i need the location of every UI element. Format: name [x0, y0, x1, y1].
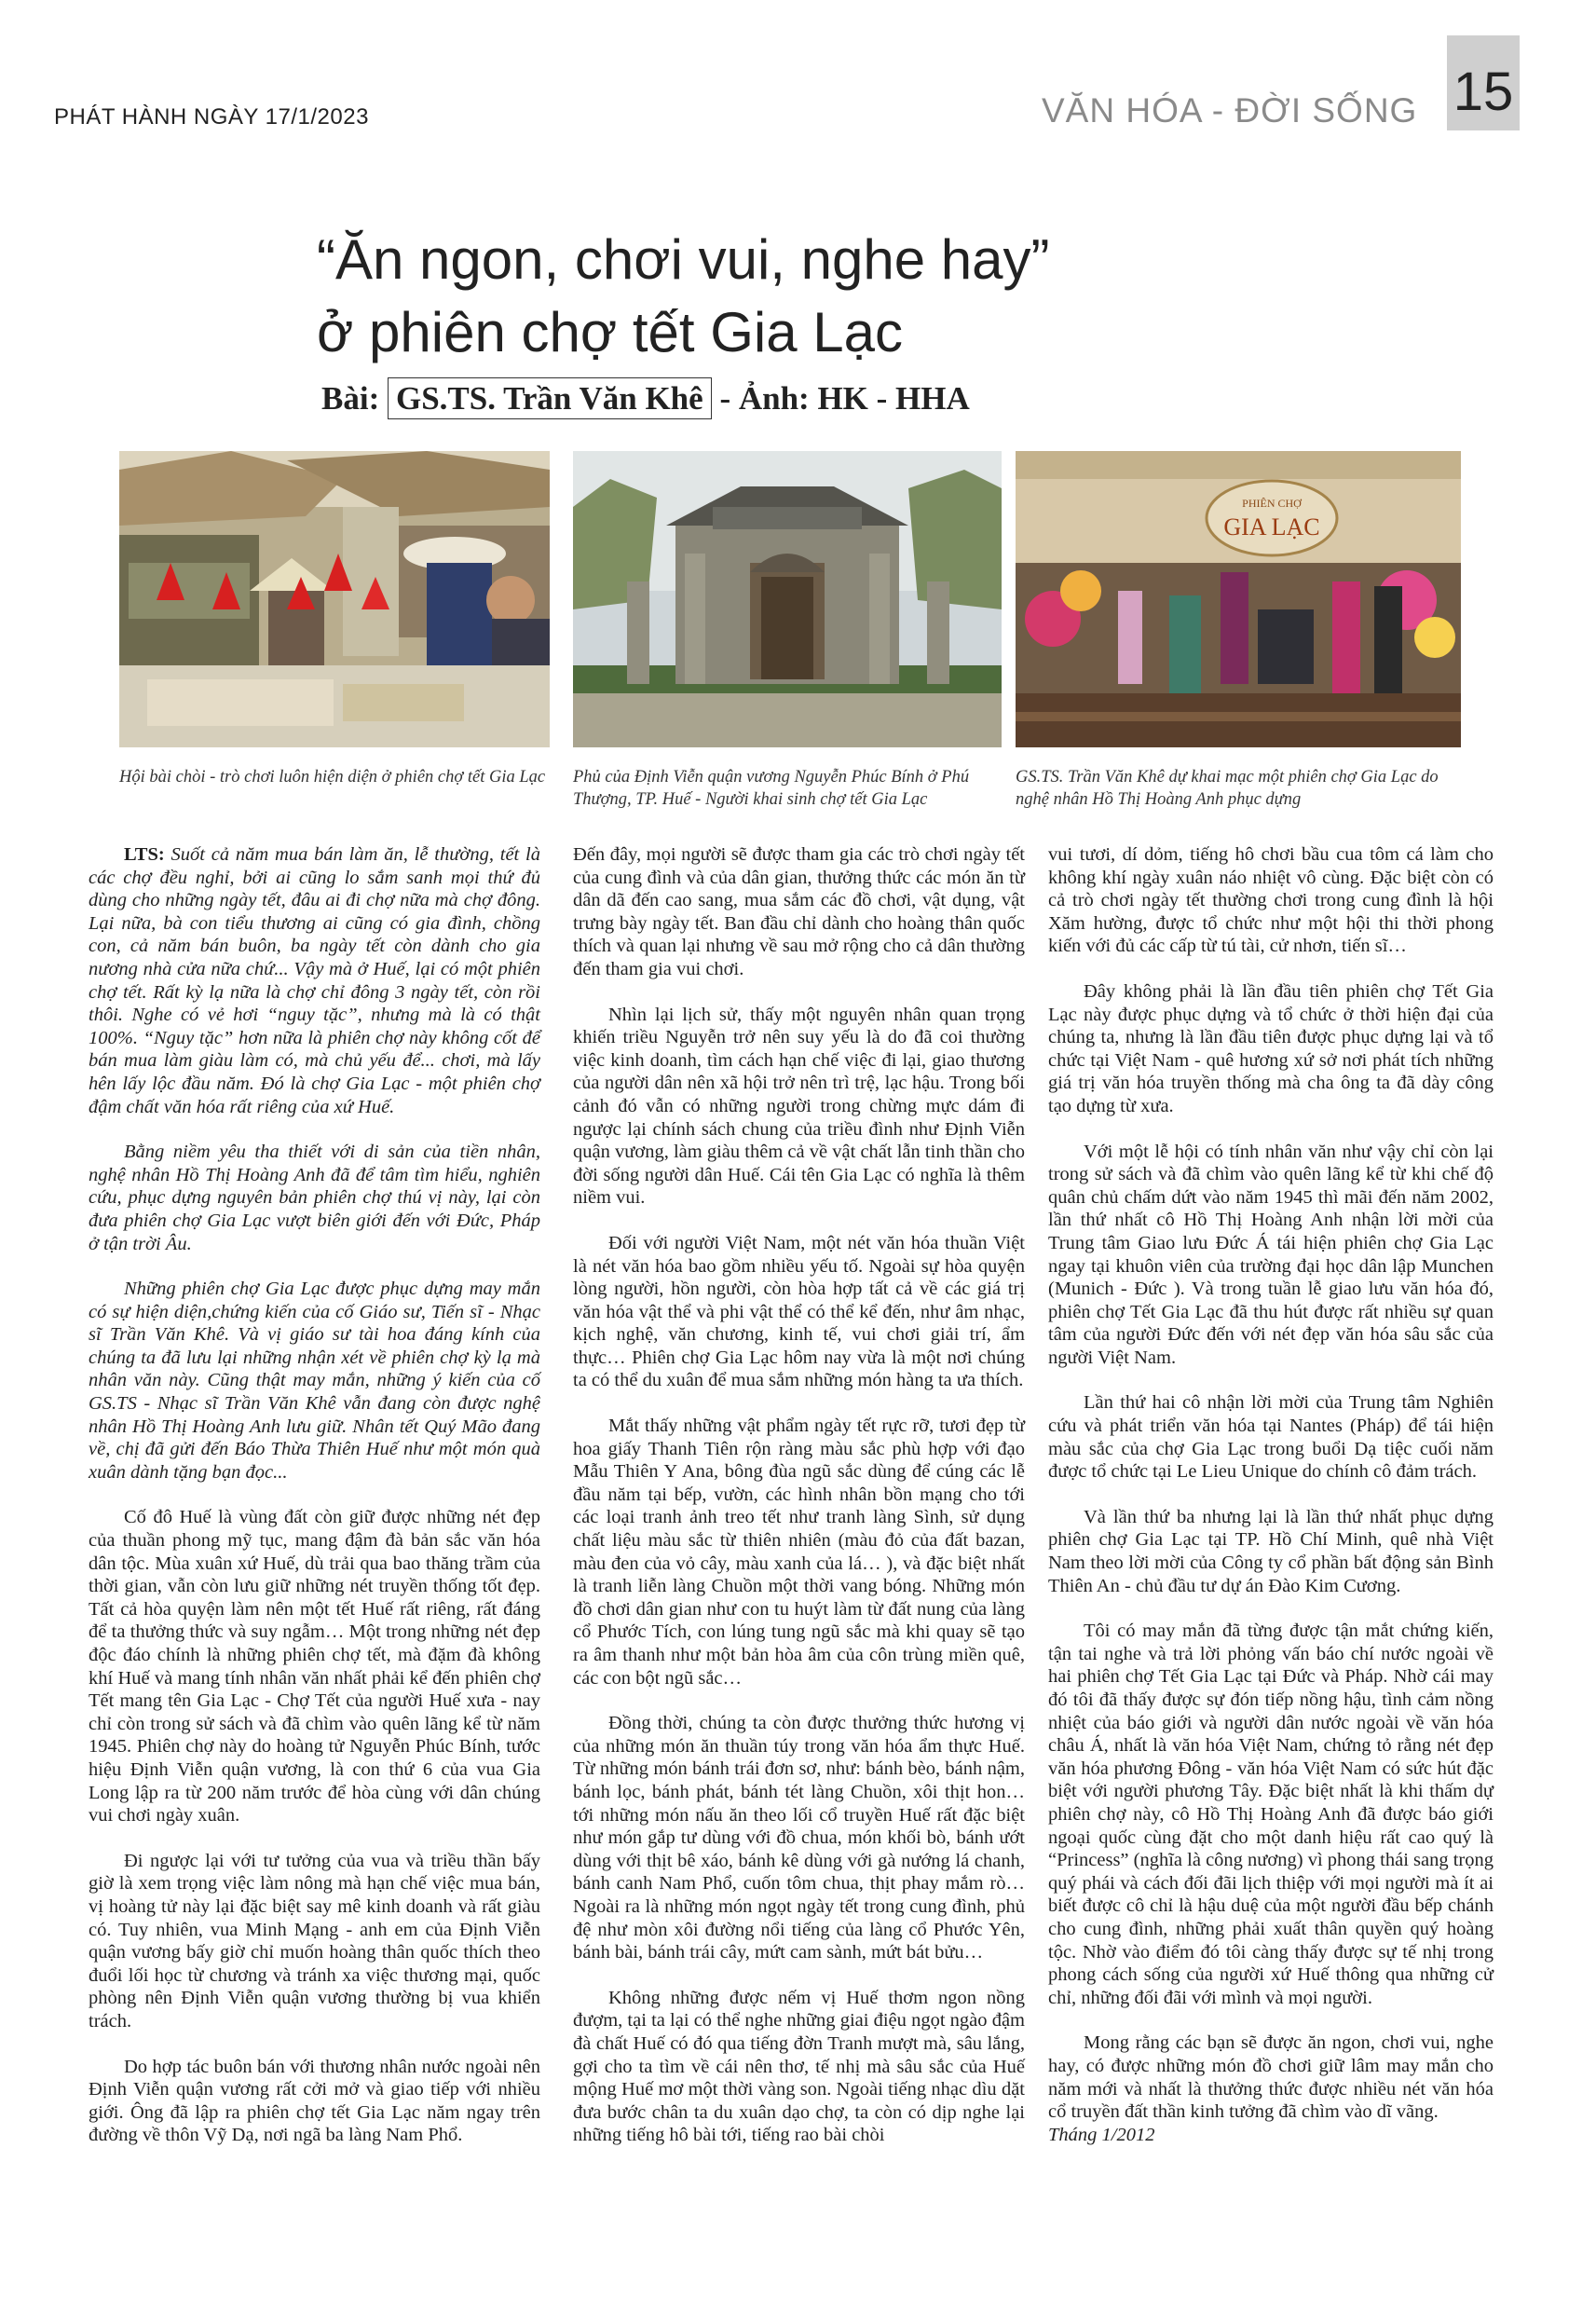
intro-paragraph: Bằng niềm yêu tha thiết với di sản của tiền nhân, nghệ nhân Hồ Thị Hoàng Anh đã để tâm tìm hiểu, nghiên cứu, phục dựng nguyên bản phiên chợ thú vị này, lại còn đưa phiên chợ Gia Lạc vượt biên giới đến với Đức, Pháp ở tận trời Âu.	[89, 1142, 540, 1254]
section-title: VĂN HÓA - ĐỜI SỐNG	[1042, 91, 1418, 130]
title-line-1: “Ăn ngon, chơi vui, nghe hay”	[317, 228, 1050, 291]
body-paragraph: vui tươi, dí dỏm, tiếng hô chơi bầu cua tôm cá làm cho không khí ngày xuân náo nhiệt vô cùng. Đặc biệt còn có cả trò chơi ngày tết thường chơi trong cung đình là hội Xăm hường, được tổ chức như một hội thi thời phong kiến với đủ các cấp từ tú tài, cử nhơn, tiến sĩ…	[1048, 844, 1494, 957]
body-paragraph: Mong rằng các bạn sẽ được ăn ngon, chơi vui, nghe hay, có được những món đồ chơi giữ lâm may mắn cho năm mới và nhất là thưởng thức được nhiều nét văn hóa cổ truyền đất thần kinh tưởng đã chìm vào dĩ vãng.	[1048, 2032, 1494, 2123]
body-paragraph: Với một lễ hội có tính nhân văn như vậy chỉ còn lại trong sử sách và đã chìm vào quên lãng kể từ khi chế độ quân chủ chấm dứt vào năm 1945 thì mãi đến năm 2002, lần thứ nhất cô Hồ Thị Hoàng Anh nhận lời mời của Trung tâm Giao lưu Đức Á tái hiện phiên chợ Gia Lạc ngay tại khuôn viên của trường đại học dân lập Munchen (Munich - Đức ). Và trong tuần lễ giao lưu văn hóa đó, phiên chợ Tết Gia Lạc đã thu hút được rất nhiều sự quan tâm của người Đức đến với nét đẹp văn hóa sâu sắc của người Việt Nam.	[1048, 1141, 1494, 1368]
article-column-2	[573, 843, 1025, 2169]
byline-suffix: - Ảnh: HK - HHA	[711, 380, 970, 417]
banner-small-text: PHIÊN CHỢ	[1242, 497, 1302, 510]
editor-note-label: LTS:	[124, 844, 165, 865]
body-paragraph: Lần thứ hai cô nhận lời mời của Trung tâm Nghiên cứu và phát triển văn hóa tại Nantes (Pháp) để tái hiện màu sắc của chợ Gia Lạc trong buổi Dạ tiệc cuối năm được tổ chức tại Le Lieu Unique do chính cô đảm trách.	[1048, 1392, 1494, 1483]
body-paragraph: Mắt thấy những vật phẩm ngày tết rực rỡ, tươi đẹp từ hoa giấy Thanh Tiên rộn ràng màu sắc phù hợp với đạo Mẫu Thiên Y Ana, bông đùa ngũ sắc dùng để cúng các lễ đầu năm tại bếp, vườn, các hình nhân bồn mạng cho tới các loại tranh ảnh treo tết như tranh làng Sình, sử dụng chất liệu màu sắc từ thiên nhiên (màu đỏ của đất bazan, màu đen của vỏ cây, màu xanh của lá… ), và đặc biệt nhất là tranh liễn làng Chuồn một thời vang bóng. Những món đồ chơi dân gian như con tu huýt làm từ đất nung của làng cổ Phước Tích, con lúng tung ngũ sắc mà khi quay sẽ tạo ra âm thanh như một bản hòa âm của côn trùng miền quê, các con bột ngũ sắc…	[573, 1416, 1025, 1689]
body-paragraph: Cố đô Huế là vùng đất còn giữ được những nét đẹp của thuần phong mỹ tục, mang đậm đà bản sắc văn hóa dân tộc. Mùa xuân xứ Huế, dù trải qua bao thăng trầm của thời gian, vẫn còn lưu giữ những nét truyền thống tốt đẹp. Tất cả hòa quyện làm nên một tết Huế rất riêng, rất đáng để ta thưởng thức và suy ngẫm… Một trong những nét đẹp độc đáo chính là những phiên chợ tết, mà đặm đà không khí Huế và mang tính nhân văn nhất phải kể đến phiên chợ Tết mang tên Gia Lạc - Chợ Tết của người Huế xưa - nay chỉ còn trong sử sách và đã chìm vào quên lãng kể từ năm 1945. Phiên chợ này do hoàng tử Nguyễn Phúc Bính, tước hiệu Định Viễn quận vương, là con thứ 6 của vua Gia Long lập ra từ 200 năm trước để hòa cùng với dân chúng vui chơi ngày xuân.	[89, 1507, 540, 1826]
title-line-2: ở phiên chợ tết Gia Lạc	[317, 301, 904, 363]
photo1-caption: Hội bài chòi - trò chơi luôn hiện diện ở phiên chợ tết Gia Lạc	[119, 768, 546, 787]
body-paragraph: Đối với người Việt Nam, một nét văn hóa thuần Việt là nét văn hóa bao gồm nhiều yếu tố. Ngoài sự hòa quyện lòng người, hồn người, còn hòa hợp tất cả về các giá trị văn hóa vật thể và phi vật thể có thể kể đến, như âm nhạc, kịch nghệ, văn chương, kinh tế, vui chơi giải trí, ẩm thực… Phiên chợ Gia Lạc hôm nay vừa là một nơi chúng ta có thể du xuân để mua sắm những món hàng ta ưa thích.	[573, 1232, 1025, 1391]
author-name: GS.TS. Trần Văn Khê	[388, 377, 712, 419]
byline	[321, 380, 970, 417]
banner-big-text: GIA LẠC	[1223, 513, 1320, 540]
issue-date: PHÁT HÀNH NGÀY 17/1/2023	[54, 104, 369, 130]
body-paragraph: Không những được nếm vị Huế thơm ngon nồng đượm, tại ta lại có thể nghe những giai điệu ngọt ngào đậm đà chất Huế có đó qua tiếng đờn Tranh mượt mà, sâu lắng, gợi cho ta tìm về cái nên thơ, tế nhị mà sâu sắc của Huế mộng Huế mơ một thời vàng son. Ngoài tiếng nhạc dìu dặt đưa bước chân ta du xuân dạo chợ, ta còn có dịp nghe lại những tiếng hô bài tới, tiếng rao bài chòi	[573, 1987, 1025, 2146]
intro-paragraph: Những phiên chợ Gia Lạc được phục dựng may mắn có sự hiện diện,chứng kiến của cố Giáo sư, Tiến sĩ - Nhạc sĩ Trần Văn Khê. Và vị giáo sư tài hoa đáng kính của chúng ta đã lưu lại những nhận xét về phiên chợ kỳ lạ mà nhân văn này. Cũng thật may mắn, những ý kiến của cố GS.TS - Nhạc sĩ Trần Văn Khê vẫn đang còn được nghệ nhân Hồ Thị Hoàng Anh lưu giữ. Nhân tết Quý Mão đang về, chị đã gửi đến Báo Thừa Thiên Huế như một món quà xuân dành tặng bạn đọc...	[89, 1279, 540, 1483]
body-paragraph: Đến đây, mọi người sẽ được tham gia các trò chơi ngày tết của cung đình và của dân gian, thưởng thức các món ăn từ dân dã đến cao sang, mua sắm các đồ chơi, vật dụng, vật trưng bày ngày tết. Ban đầu chỉ dành cho hoàng thân quốc thích và quan lại nhưng về sau mở rộng cho cả dân thường đến tham gia vui chơi.	[573, 844, 1025, 979]
photo3-caption: GS.TS. Trần Văn Khê dự khai mạc một phiên chợ Gia Lạc do nghệ nhân Hồ Thị Hoàng Anh phục dựng	[1016, 768, 1439, 809]
body-paragraph: Nhìn lại lịch sử, thấy một nguyên nhân quan trọng khiến triều Nguyễn trở nên suy yếu là do đã coi thường việc kinh doanh, tìm cách hạn chế việc đi lại, giao thương của người dân nên xã hội trở nên trì trệ, lạc hậu. Trong bối cảnh đó vẫn có những người trong chừng mực dám đi ngược lại chính sách chung của triều đình như Định Viễn quận vương, làm giàu thêm cả về vật chất lẫn tinh thần cho đời sống người dân Huế. Cái tên Gia Lạc có nghĩa là thêm niềm vui.	[573, 1004, 1025, 1209]
editor-note-text: Suốt cả năm mua bán làm ăn, lễ thường, tết là các chợ đều nghỉ, bởi ai cũng lo sắm sanh mọi thứ đủ dùng cho những ngày tết, đâu ai đi chợ nữa mà chợ đông. Lại nữa, bà con tiểu thương ai cũng có gia đình, chồng con, cả năm bán buôn, ba ngày tết còn dành cho gia nương nhà cửa nữa chứ... Vậy mà ở Huế, lại có một phiên chợ tết. Rất kỳ lạ nữa là chợ chỉ đông 3 ngày tết, còn rồi thôi. Nghe có vẻ hơi “nguy tặc”, nhưng mà là có thật 100%. “Nguy tặc” hơn nữa là phiên chợ này không cốt để bán mua làm giàu làm có, mà chủ yếu để... chơi, mà lấy hên lấy lộc đầu năm. Đó là chợ Gia Lạc - một phiên chợ đậm chất văn hóa rất riêng của xứ Huế.	[89, 844, 540, 1117]
editor-note	[89, 843, 540, 1118]
article-date-signature: Tháng 1/2012	[1048, 2124, 1155, 2145]
photo2-caption: Phủ của Định Viễn quận vương Nguyễn Phúc Bính ở Phú Thượng, TP. Huế - Người khai sinh chợ tết Gia Lạc	[573, 768, 970, 809]
page-number: 15	[1453, 62, 1514, 122]
photo-opening-ceremony	[1016, 451, 1461, 747]
photo-bai-choi	[119, 451, 550, 747]
page-number-box	[1447, 35, 1520, 130]
body-paragraph: Đi ngược lại với tư tưởng của vua và triều thần bấy giờ là xem trọng việc làm nông mà hạn chế việc mua bán, vị hoàng tử này lại đặc biệt say mê kinh doanh và rất giàu có. Tuy nhiên, vua Minh Mạng - anh em của Định Viễn quận vương bấy giờ chỉ muốn hoàng thân quốc thích theo đuổi lối học từ chương và tránh xa việc thương mại, quốc phòng nên Định Viễn quận vương thường bị vua khiển trách.	[89, 1850, 540, 2032]
byline-prefix: Bài:	[321, 380, 388, 417]
article-title	[317, 224, 1049, 369]
body-paragraph: Do hợp tác buôn bán với thương nhân nước ngoài nên Định Viễn quận vương rất cởi mở và giao tiếp với nhiều giới. Ông đã lập ra phiên chợ tết Gia Lạc năm ngay trên đường về thôn Vỹ Dạ, nơi ngã ba làng Nam Phổ.	[89, 2056, 540, 2146]
article-column-1	[89, 843, 540, 2169]
article-column-3	[1048, 843, 1494, 2168]
body-paragraph: Và lần thứ ba nhưng lại là lần thứ nhất phục dựng phiên chợ Gia Lạc tại TP. Hồ Chí Minh, quê nhà Việt Nam theo lời mời của Công ty cổ phần bất động sản Bình Thiên An - chủ đầu tư dự án Đào Kim Cương.	[1048, 1506, 1494, 1596]
body-paragraph: Đây không phải là lần đầu tiên phiên chợ Tết Gia Lạc này được phục dựng và tổ chức ở thời hiện đại của chúng ta, nhưng là lần đầu tiên được phục dựng lại và tổ chức tại Việt Nam - quê hương xứ sở nơi phát tích những giá trị văn hóa truyền thống mà cha ông ta đã dày công tạo dựng từ xưa.	[1048, 980, 1494, 1116]
body-paragraph: Đồng thời, chúng ta còn được thưởng thức hương vị của những món ăn thuần túy trong văn hóa ẩm thực Huế. Từ những món bánh trái đơn sơ, như: bánh bèo, bánh nậm, bánh lọc, bánh phát, bánh tét làng Chuồn, xôi thịt hon… tới những món nấu ăn theo lối cổ truyền Huế rất đặc biệt như món gắp tư dùng với đồ chua, món khối bò, bánh ướt dùng với thịt bê xáo, bánh kê dùng với gà nướng lá chanh, bánh canh Nam Phổ, cuốn tôm chua, thịt phay mắm rò… Ngoài ra là những món ngọt ngày tết trong cung đình, phủ đệ như mòn xôi đường nổi tiếng của làng cổ Phước Yên, bánh bài, bánh trái cây, mứt cam sành, mứt bát bửu…	[573, 1713, 1025, 1963]
body-paragraph: Tôi có may mắn đã từng được tận mắt chứng kiến, tận tai nghe và trả lời phỏng vấn báo chí nước ngoài về hai phiên chợ Tết Gia Lạc tại Đức và Pháp. Nhờ cái may đó tôi đã thấy được sự đón tiếp nồng hậu, tình cảm nồng nhiệt của báo giới và người dân nước ngoài về văn hóa châu Á, nhất là văn hóa Việt Nam, chứng tỏ rằng nét đẹp văn hóa phương Đông - văn hóa Việt Nam có sức hút đặc biệt với người phương Tây. Đặc biệt nhất là khi thấm dự phiên chợ này, cô Hồ Thị Hoàng Anh đã được báo giới ngoại quốc cùng đặt cho một danh hiệu rất cao quý là “Princess” (nghĩa là công nương) vì phong thái sang trọng quý phái và cách đối đãi lịch thiệp với mọi người mà ít ai biết được cô chỉ là hậu duệ của một người đầu bếp chánh cho cung đình, những phải xuất thân quyền quý hoàng tộc. Nhờ vào điểm đó tôi càng thấy được sự tế nhị trong phong cách sống của người xứ Huế thông qua những cử chỉ, những đối đãi với mình và mọi người.	[1048, 1621, 1494, 2008]
photo-dinh-vien-gate	[573, 451, 1002, 747]
